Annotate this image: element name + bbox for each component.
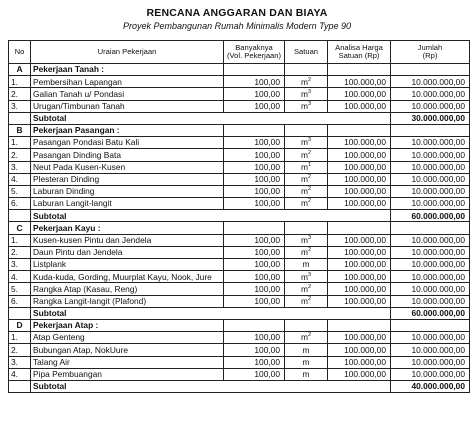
empty-cell — [9, 307, 31, 319]
item-unit — [285, 344, 328, 356]
item-amount: 10.000.000,00 — [391, 149, 470, 161]
item-amount: 10.000.000,00 — [391, 100, 470, 112]
subtotal-amount: 60.000.000,00 — [391, 307, 470, 319]
item-description: Pasangan Pondasi Batu Kali — [31, 137, 224, 149]
item-no: 1. — [9, 234, 31, 246]
item-volume: 100,00 — [224, 368, 285, 380]
item-no: 2. — [9, 246, 31, 258]
item-volume: 100,00 — [224, 137, 285, 149]
item-description: Pembersihan Lapangan — [31, 76, 224, 88]
header-banyaknya — [224, 41, 285, 64]
subtotal-amount: 30.000.000,00 — [391, 112, 470, 124]
item-volume: 100,00 — [224, 185, 285, 197]
unit-exponent: 2 — [307, 76, 312, 83]
item-unit-price: 100.000,00 — [328, 234, 391, 246]
unit-exponent: 3 — [307, 137, 312, 144]
unit-exponent: 3 — [307, 234, 312, 241]
item-description: Listplank — [31, 259, 224, 271]
header-no: No — [9, 41, 31, 64]
item-unit — [285, 283, 328, 295]
subtotal-label: Subtotal — [31, 112, 391, 124]
unit-exponent: 2 — [307, 283, 312, 290]
item-description: Pipa Pembuangan — [31, 368, 224, 380]
unit-base: m — [300, 283, 308, 294]
unit-base: m — [300, 149, 308, 160]
header-satuan: Satuan — [285, 41, 328, 64]
table-body — [9, 64, 470, 393]
item-unit — [285, 161, 328, 173]
item-unit — [285, 368, 328, 380]
item-volume: 100,00 — [224, 271, 285, 283]
table-row — [9, 149, 470, 161]
item-no: 3. — [9, 100, 31, 112]
item-unit — [285, 88, 328, 100]
item-no: 5. — [9, 185, 31, 197]
item-unit-price: 100.000,00 — [328, 100, 391, 112]
section-name: Pekerjaan Tanah : — [31, 64, 224, 76]
item-no: 1. — [9, 137, 31, 149]
item-unit — [285, 295, 328, 307]
item-amount: 10.000.000,00 — [391, 185, 470, 197]
table-row — [9, 234, 470, 246]
unit-base: m — [300, 271, 308, 282]
unit-base: m — [300, 247, 308, 258]
item-description: Kuda-kuda, Gording, Muurplat Kayu, Nook, Jure — [31, 271, 224, 283]
subtotal-label: Subtotal — [31, 210, 391, 222]
unit-exponent: 3 — [307, 271, 312, 278]
item-amount: 10.000.000,00 — [391, 368, 470, 380]
item-unit-price: 100.000,00 — [328, 259, 391, 271]
unit-base: m — [302, 259, 310, 270]
document-subtitle: Proyek Pembangunan Rumah Minimalis Modern Type 90 — [123, 21, 351, 31]
item-unit-price: 100.000,00 — [328, 198, 391, 210]
header-jumlah-line2: (Rp) — [422, 51, 438, 60]
item-amount: 10.000.000,00 — [391, 259, 470, 271]
item-unit — [285, 185, 328, 197]
section-name: Pekerjaan Pasangan : — [31, 124, 224, 136]
item-unit — [285, 198, 328, 210]
section-name: Pekerjaan Kayu : — [31, 222, 224, 234]
item-description: Daun Pintu dan Jendela — [31, 246, 224, 258]
item-unit-price: 100.000,00 — [328, 185, 391, 197]
item-amount: 10.000.000,00 — [391, 344, 470, 356]
empty-cell — [328, 124, 391, 136]
table-row — [9, 332, 470, 344]
table-row — [9, 368, 470, 380]
item-unit — [285, 246, 328, 258]
empty-cell — [224, 319, 285, 331]
unit-exponent: 2 — [307, 198, 312, 205]
empty-cell — [285, 124, 328, 136]
item-no: 4. — [9, 173, 31, 185]
table-row — [9, 76, 470, 88]
table-row — [9, 344, 470, 356]
item-unit — [285, 173, 328, 185]
unit-exponent: 1 — [307, 161, 312, 168]
item-unit-price: 100.000,00 — [328, 271, 391, 283]
unit-base: m — [300, 198, 308, 209]
header-harga-line2: Satuan (Rp) — [338, 51, 380, 60]
budget-table — [8, 40, 470, 393]
item-unit-price: 100.000,00 — [328, 332, 391, 344]
unit-base: m — [302, 344, 310, 355]
item-unit — [285, 234, 328, 246]
item-amount: 10.000.000,00 — [391, 332, 470, 344]
item-no: 1. — [9, 332, 31, 344]
empty-cell — [328, 222, 391, 234]
item-unit-price: 100.000,00 — [328, 368, 391, 380]
item-amount: 10.000.000,00 — [391, 271, 470, 283]
section-row — [9, 64, 470, 76]
item-no: 3. — [9, 259, 31, 271]
item-no: 3. — [9, 356, 31, 368]
subtotal-amount: 40.000.000,00 — [391, 380, 470, 392]
header-banyaknya-line2: (Vol. Pekerjaan) — [226, 51, 282, 60]
section-code: C — [9, 222, 31, 234]
item-unit — [285, 356, 328, 368]
item-unit-price: 100.000,00 — [328, 137, 391, 149]
item-unit — [285, 271, 328, 283]
item-amount: 10.000.000,00 — [391, 76, 470, 88]
empty-cell — [391, 222, 470, 234]
header-uraian: Uraian Pekerjaan — [31, 41, 224, 64]
item-description: Laburan Langit-langit — [31, 198, 224, 210]
item-volume: 100,00 — [224, 332, 285, 344]
item-unit-price: 100.000,00 — [328, 76, 391, 88]
item-volume: 100,00 — [224, 173, 285, 185]
item-unit-price: 100.000,00 — [328, 283, 391, 295]
section-code: B — [9, 124, 31, 136]
item-description: Kusen-kusen Pintu dan Jendela — [31, 234, 224, 246]
item-description: Laburan Dinding — [31, 185, 224, 197]
unit-base: m — [300, 76, 308, 87]
item-volume: 100,00 — [224, 198, 285, 210]
unit-base: m — [300, 295, 308, 306]
item-no: 2. — [9, 344, 31, 356]
table-row — [9, 356, 470, 368]
item-volume: 100,00 — [224, 149, 285, 161]
header-banyaknya-line1: Banyaknya — [235, 42, 273, 52]
item-no: 5. — [9, 283, 31, 295]
unit-exponent: 2 — [307, 247, 312, 254]
item-amount: 10.000.000,00 — [391, 88, 470, 100]
empty-cell — [328, 64, 391, 76]
empty-cell — [391, 319, 470, 331]
unit-base: m — [300, 88, 308, 99]
empty-cell — [9, 112, 31, 124]
unit-exponent: 3 — [307, 88, 312, 95]
item-description: Bubungan Atap, NokUure — [31, 344, 224, 356]
item-amount: 10.000.000,00 — [391, 137, 470, 149]
item-volume: 100,00 — [224, 88, 285, 100]
item-volume: 100,00 — [224, 161, 285, 173]
table-row — [9, 259, 470, 271]
empty-cell — [391, 64, 470, 76]
item-volume: 100,00 — [224, 259, 285, 271]
item-description: Rangka Atap (Kasau, Reng) — [31, 283, 224, 295]
unit-exponent: 2 — [307, 174, 312, 181]
item-description: Plesteran Dinding — [31, 173, 224, 185]
item-amount: 10.000.000,00 — [391, 283, 470, 295]
item-unit-price: 100.000,00 — [328, 161, 391, 173]
unit-base: m — [300, 100, 308, 111]
item-description: Atap Genteng — [31, 332, 224, 344]
item-amount: 10.000.000,00 — [391, 161, 470, 173]
section-row — [9, 124, 470, 136]
table-row — [9, 161, 470, 173]
item-amount: 10.000.000,00 — [391, 198, 470, 210]
unit-base: m — [302, 369, 310, 380]
item-no: 1. — [9, 76, 31, 88]
subtotal-row — [9, 307, 470, 319]
unit-base: m — [300, 332, 308, 343]
item-description: Urugan/Timbunan Tanah — [31, 100, 224, 112]
item-description: Talang Air — [31, 356, 224, 368]
item-amount: 10.000.000,00 — [391, 246, 470, 258]
unit-base: m — [302, 356, 310, 367]
empty-cell — [224, 222, 285, 234]
item-amount: 10.000.000,00 — [391, 356, 470, 368]
table-row — [9, 173, 470, 185]
item-volume: 100,00 — [224, 283, 285, 295]
item-amount: 10.000.000,00 — [391, 173, 470, 185]
table-row — [9, 198, 470, 210]
unit-base: m — [300, 234, 308, 245]
item-unit-price: 100.000,00 — [328, 149, 391, 161]
empty-cell — [224, 124, 285, 136]
table-header — [9, 41, 470, 64]
empty-cell — [391, 124, 470, 136]
item-unit-price: 100.000,00 — [328, 356, 391, 368]
table-row — [9, 88, 470, 100]
subtotal-row — [9, 380, 470, 392]
item-no: 2. — [9, 149, 31, 161]
unit-exponent: 2 — [307, 149, 312, 156]
section-code: A — [9, 64, 31, 76]
item-no: 6. — [9, 295, 31, 307]
item-unit — [285, 259, 328, 271]
subtotal-label: Subtotal — [31, 380, 391, 392]
item-no: 6. — [9, 198, 31, 210]
section-row — [9, 222, 470, 234]
item-description: Rangka Langit-langit (Plafond) — [31, 295, 224, 307]
table-row — [9, 100, 470, 112]
empty-cell — [9, 210, 31, 222]
item-volume: 100,00 — [224, 344, 285, 356]
item-unit-price: 100.000,00 — [328, 173, 391, 185]
item-description: Pasangan Dinding Bata — [31, 149, 224, 161]
table-row — [9, 295, 470, 307]
empty-cell — [285, 64, 328, 76]
item-volume: 100,00 — [224, 76, 285, 88]
item-unit-price: 100.000,00 — [328, 295, 391, 307]
unit-base: m — [300, 186, 308, 197]
item-unit — [285, 137, 328, 149]
item-volume: 100,00 — [224, 246, 285, 258]
table-row — [9, 246, 470, 258]
unit-exponent: 3 — [307, 100, 312, 107]
item-volume: 100,00 — [224, 295, 285, 307]
document-title: RENCANA ANGGARAN DAN BIAYA — [146, 7, 328, 19]
item-unit-price: 100.000,00 — [328, 88, 391, 100]
item-description: Neut Pada Kusen-Kusen — [31, 161, 224, 173]
item-unit-price: 100.000,00 — [328, 246, 391, 258]
item-volume: 100,00 — [224, 356, 285, 368]
empty-cell — [224, 64, 285, 76]
table-row — [9, 137, 470, 149]
item-unit — [285, 332, 328, 344]
section-code: D — [9, 319, 31, 331]
section-row — [9, 319, 470, 331]
item-no: 3. — [9, 161, 31, 173]
item-amount: 10.000.000,00 — [391, 234, 470, 246]
item-no: 2. — [9, 88, 31, 100]
unit-exponent: 2 — [307, 295, 312, 302]
item-unit — [285, 149, 328, 161]
unit-base: m — [300, 137, 308, 148]
item-volume: 100,00 — [224, 100, 285, 112]
table-row — [9, 185, 470, 197]
header-jumlah-line1: Jumlah — [417, 42, 443, 52]
item-unit — [285, 100, 328, 112]
empty-cell — [9, 380, 31, 392]
table-row — [9, 283, 470, 295]
subtotal-row — [9, 112, 470, 124]
subtotal-amount: 60.000.000,00 — [391, 210, 470, 222]
item-no: 4. — [9, 271, 31, 283]
item-description: Galian Tanah u/ Pondasi — [31, 88, 224, 100]
unit-exponent: 2 — [307, 186, 312, 193]
subtotal-row — [9, 210, 470, 222]
item-unit — [285, 76, 328, 88]
empty-cell — [328, 319, 391, 331]
unit-exponent: 2 — [307, 332, 312, 339]
item-amount: 10.000.000,00 — [391, 295, 470, 307]
unit-base: m — [300, 161, 308, 172]
header-harga — [328, 41, 391, 64]
item-unit-price: 100.000,00 — [328, 344, 391, 356]
table-row — [9, 271, 470, 283]
empty-cell — [285, 222, 328, 234]
item-volume: 100,00 — [224, 234, 285, 246]
unit-base: m — [300, 174, 308, 185]
empty-cell — [285, 319, 328, 331]
subtotal-label: Subtotal — [31, 307, 391, 319]
header-harga-line1: Analisa Harga — [335, 42, 383, 52]
item-no: 4. — [9, 368, 31, 380]
header-jumlah — [391, 41, 470, 64]
section-name: Pekerjaan Atap : — [31, 319, 224, 331]
